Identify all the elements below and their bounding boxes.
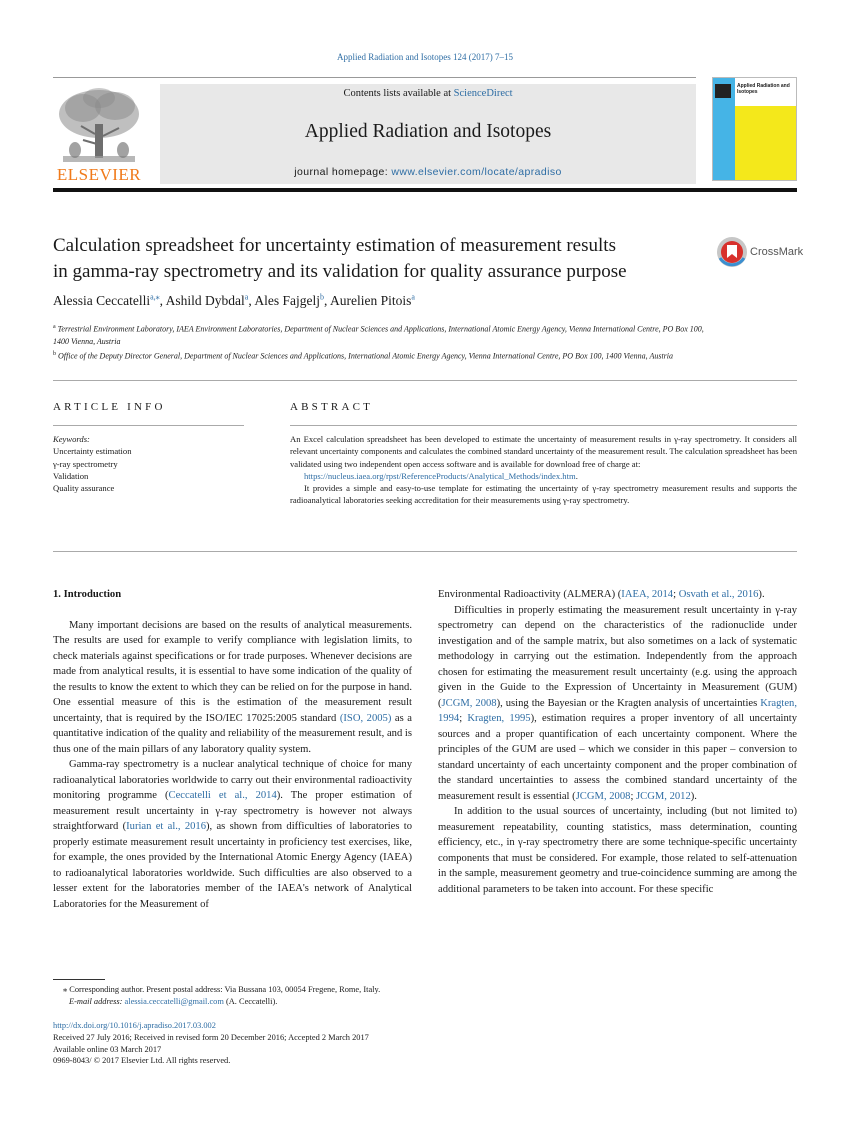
affiliation: $^a$ Terrestrial Environment Laboratory, IAEA Environment Laboratories, Department of Nuclear Sciences and Applications, International Atomic Energy Agency, Vienna International Centre, PO Box 100, 1400 Vienna, Austria [53, 324, 704, 346]
sciencedirect-link[interactable]: ScienceDirect [453, 88, 513, 99]
header-thick-rule [53, 188, 797, 192]
citation-link[interactable]: Kragten, 1994 [438, 697, 797, 724]
email-note: E-mail address: alessia.ceccatelli@gmail.com (A. Ceccatelli). [69, 997, 278, 1006]
body-column-left [53, 587, 412, 912]
affiliations [53, 321, 713, 362]
citation-link[interactable]: JCGM, 2008 [575, 790, 631, 802]
keyword: γ-ray spectrometry [53, 458, 118, 469]
citation-link[interactable]: Kragten, 1995 [467, 713, 531, 724]
crossmark-label[interactable]: CrossMark [750, 246, 804, 258]
cover-dark-block [715, 84, 731, 98]
body-column-right [438, 587, 797, 897]
article-footer [53, 1020, 797, 1067]
homepage-link[interactable]: www.elsevier.com/locate/apradiso [391, 166, 562, 178]
divider [53, 425, 244, 426]
abstract-paragraph: It provides a simple and easy-to-use template for estimating the uncertainty of γ-ray spectrometry measurement results and supports the radioanalytical laboratories seeking accreditation for their measurements using γ-ray spectrometry. [290, 483, 797, 506]
citation-link[interactable]: IAEA, 2014 [621, 589, 674, 600]
article-title-line-2: in gamma-ray spectrometry and its validation for quality assurance purpose [53, 261, 627, 282]
body-paragraph: Many important decisions are based on the results of analytical measurements. The results are used for example to verify compliance with legislation limits, to check materials against specifications or for trade purposes. Whenever decisions are made from analytical results, it is essential to have some indication of the quality of the results to know the extent to which they can be relied on for the purpose in hand. One essential measure of this is the estimation of the measurement result uncertainty, that is required by the ISO/IEC 17025:2005 standard (ISO, 2005) as a quantitative indication of the quality and reliability of the measurement result, and is thus one of the main pillars of any laboratory quality system. [53, 619, 413, 755]
email-link[interactable]: alessia.ceccatelli@gmail.com [124, 997, 224, 1006]
homepage-prefix: journal homepage: [294, 166, 392, 178]
journal-cover-image[interactable] [712, 77, 797, 181]
keyword: Quality assurance [53, 483, 115, 494]
citation-link[interactable]: JCGM, 2008 [441, 697, 497, 709]
abstract-text [290, 433, 797, 507]
available-online: Available online 03 March 2017 [53, 1044, 162, 1054]
copyright: 0969-8043/ © 2017 Elsevier Ltd. All rights reserved. [53, 1056, 231, 1066]
footnote-rule [53, 979, 105, 980]
citation-link[interactable]: Osvath et al., 2016 [678, 589, 759, 600]
body-paragraph: Gamma-ray spectrometry is a nuclear analytical technique of choice for many radioanalytical laboratories worldwide to carry out their environmental radioactivity monitoring programme (Ceccatelli et al., 2014). The proper estimation of measurement result uncertainty in γ-ray spectrometry is however not always straightforward (Iurian et al., 2016), as shown from difficulties of laboratories to properly estimate measurement result uncertainty in proficiency test exercises, like, for example, the ones provided by the International Atomic Energy Agency (IAEA) to radioanalytical laboratories worldwide. Such difficulties are also observed to a lesser extent for the laboratories member of the IAEA's network of Analytical Laboratories for the Measurement of [53, 759, 413, 910]
header-divider [53, 77, 696, 78]
author: Alessia Ceccatelli$^{a,⁎}$, [53, 292, 166, 308]
keyword: Uncertainty estimation [53, 446, 132, 457]
article-info-heading: ARTICLE INFO [53, 401, 166, 413]
keywords [53, 433, 253, 494]
author-list [53, 292, 753, 309]
author: Ashild Dybdal$^a$, [165, 292, 255, 308]
crossmark-icon[interactable] [716, 236, 748, 268]
received-dates: Received 27 July 2016; Received in revised form 20 December 2016; Accepted 2 March 2017 [53, 1032, 369, 1042]
cover-yellow-band [735, 106, 797, 181]
download-link[interactable]: https://nucleus.iaea.org/rpst/ReferenceProducts/Analytical_Methods/index.htm [304, 470, 576, 481]
doi-link[interactable]: http://dx.doi.org/10.1016/j.apradiso.2017.03.002 [53, 1021, 216, 1030]
abstract-heading: ABSTRACT [290, 401, 374, 413]
section-title-introduction: 1. Introduction [53, 589, 122, 600]
article-title-line-1: Calculation spreadsheet for uncertainty estimation of measurement results [53, 235, 616, 256]
article-title [53, 233, 703, 285]
cover-title: Applied Radiation and Isotopes [737, 83, 790, 95]
body-paragraph: In addition to the usual sources of uncertainty, including (but not limited to) measurement repeatability, counting statistics, mass determination, counting efficiency, etc., in γ-ray spectrometry there are some technique-specific uncertainty components that must be considered. For example, those related to self-attenuation in the sample, measurement geometry and true-coincidence summing are among the additional parameters to be taken into account. For these specific [438, 806, 797, 895]
contents-prefix: Contents lists available at [343, 88, 454, 99]
journal-reference[interactable]: Applied Radiation and Isotopes 124 (2017) 7–15 [337, 52, 513, 62]
corresponding-author-note: ⁎ Corresponding author. Present postal address: Via Bussana 103, 00054 Fregene, Rome, Italy. [63, 985, 381, 994]
abstract-url-line: https://nucleus.iaea.org/rpst/ReferenceProducts/Analytical_Methods/index.htm. [304, 470, 578, 481]
author: Ales Fajgelj$^b$, [254, 292, 331, 308]
abstract-paragraph: An Excel calculation spreadsheet has been developed to estimate the uncertainty of measurement results in γ-ray spectrometry. It considers all relevant uncertainty components and calculates the combined standard uncertainty of the measurement result. The calculation spreadsheet has been validated using two independent open access software and is available for download free of charge at: [290, 434, 797, 469]
divider [53, 380, 797, 381]
author: Aurelien Pitois$^a$ [330, 292, 415, 308]
journal-homepage [160, 166, 696, 178]
publisher-name: ELSEVIER [56, 165, 142, 184]
affiliation: $^b$ Office of the Deputy Director General, Department of Nuclear Sciences and Applications, International Atomic Energy Agency, Vienna International Centre, PO Box 100, 1400 Vienna, Austria [53, 350, 673, 361]
divider [53, 551, 797, 552]
body-paragraph: Difficulties in properly estimating the measurement result uncertainty in γ-ray spectrometry can depend on the characteristics of the radionuclide under investigation and of the sample matrix, but also sometimes on a lack of systematic methodology in carrying out the estimation. Independently from the approach chosen for estimating the measurement result uncertainty (e.g. using the approach given in the Guide to the Expression of Uncertainty in Measurement (GUM) (JCGM, 2008), using the Bayesian or the Kragten analysis of uncertainties Kragten, 1994; Kragten, 1995), estimation requires a proper inventory of all uncertainty sources and a proper quantification of each uncertainty component. Where the principles of the GUM are used – which we consider in this paper – conversion to standard uncertainty of each uncertainty component and the proper combination of the standard uncertainties to assess the combined standard uncertainty of the measurement result is essential (JCGM, 2008; JCGM, 2012). [438, 604, 798, 802]
body-paragraph: Environmental Radioactivity (ALMERA) (IAEA, 2014; Osvath et al., 2016). [438, 589, 765, 600]
journal-title: Applied Radiation and Isotopes [304, 121, 552, 142]
citation-link[interactable]: JCGM, 2012 [636, 790, 691, 802]
divider [290, 425, 797, 426]
footnotes [53, 984, 797, 1008]
citation-link[interactable]: (ISO, 2005) [339, 712, 392, 724]
contents-line [160, 88, 696, 99]
citation-link[interactable]: Ceccatelli et al., 2014 [168, 790, 277, 801]
keywords-label: Keywords: [53, 434, 90, 444]
citation-link[interactable]: Iurian et al., 2016 [126, 821, 207, 832]
keyword: Validation [53, 470, 89, 481]
